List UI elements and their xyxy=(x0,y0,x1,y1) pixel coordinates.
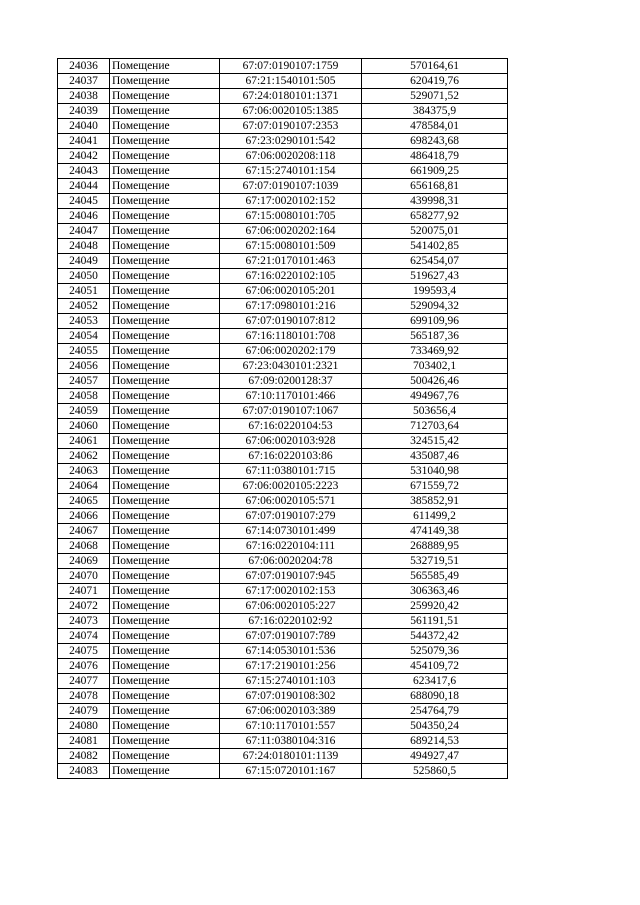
object-type-cell: Помещение xyxy=(110,419,220,434)
object-type-cell: Помещение xyxy=(110,509,220,524)
cadastral-number-cell: 67:16:0220102:92 xyxy=(220,614,362,629)
object-type-cell: Помещение xyxy=(110,119,220,134)
table-row xyxy=(58,614,508,629)
object-type-cell: Помещение xyxy=(110,359,220,374)
cadastral-value-cell: 661909,25 xyxy=(362,164,508,179)
row-number-cell: 24051 xyxy=(58,284,110,299)
cadastral-value-cell: 565585,49 xyxy=(362,569,508,584)
object-type-cell: Помещение xyxy=(110,179,220,194)
row-number-cell: 24082 xyxy=(58,749,110,764)
table-row xyxy=(58,434,508,449)
cadastral-number-cell: 67:11:0380101:715 xyxy=(220,464,362,479)
cadastral-value-cell: 454109,72 xyxy=(362,659,508,674)
table-row xyxy=(58,494,508,509)
cadastral-number-cell: 67:06:0020202:164 xyxy=(220,224,362,239)
table-row xyxy=(58,239,508,254)
cadastral-value-cell: 494927,47 xyxy=(362,749,508,764)
cadastral-number-cell: 67:23:0290101:542 xyxy=(220,134,362,149)
cadastral-value-cell: 529094,32 xyxy=(362,299,508,314)
row-number-cell: 24056 xyxy=(58,359,110,374)
object-type-cell: Помещение xyxy=(110,524,220,539)
table-row xyxy=(58,704,508,719)
cadastral-value-cell: 525860,5 xyxy=(362,764,508,779)
table-row xyxy=(58,104,508,119)
cadastral-number-cell: 67:07:0190107:812 xyxy=(220,314,362,329)
object-type-cell: Помещение xyxy=(110,674,220,689)
row-number-cell: 24081 xyxy=(58,734,110,749)
row-number-cell: 24042 xyxy=(58,149,110,164)
table-row xyxy=(58,299,508,314)
table-row xyxy=(58,284,508,299)
object-type-cell: Помещение xyxy=(110,764,220,779)
cadastral-value-cell: 519627,43 xyxy=(362,269,508,284)
object-type-cell: Помещение xyxy=(110,404,220,419)
cadastral-number-cell: 67:24:0180101:1139 xyxy=(220,749,362,764)
table-row xyxy=(58,89,508,104)
cadastral-value-cell: 656168,81 xyxy=(362,179,508,194)
cadastral-number-cell: 67:06:0020202:179 xyxy=(220,344,362,359)
object-type-cell: Помещение xyxy=(110,239,220,254)
table-row xyxy=(58,449,508,464)
row-number-cell: 24040 xyxy=(58,119,110,134)
table-row xyxy=(58,584,508,599)
cadastral-value-cell: 520075,01 xyxy=(362,224,508,239)
cadastral-number-cell: 67:16:0220104:111 xyxy=(220,539,362,554)
table-row xyxy=(58,134,508,149)
object-type-cell: Помещение xyxy=(110,614,220,629)
cadastral-number-cell: 67:21:0170101:463 xyxy=(220,254,362,269)
cadastral-value-cell: 486418,79 xyxy=(362,149,508,164)
object-type-cell: Помещение xyxy=(110,569,220,584)
object-type-cell: Помещение xyxy=(110,209,220,224)
cadastral-number-cell: 67:15:2740101:103 xyxy=(220,674,362,689)
row-number-cell: 24046 xyxy=(58,209,110,224)
row-number-cell: 24048 xyxy=(58,239,110,254)
cadastral-number-cell: 67:06:0020208:118 xyxy=(220,149,362,164)
cadastral-value-table xyxy=(57,58,508,779)
cadastral-number-cell: 67:15:2740101:154 xyxy=(220,164,362,179)
table-row xyxy=(58,119,508,134)
table-row xyxy=(58,419,508,434)
cadastral-number-cell: 67:06:0020105:571 xyxy=(220,494,362,509)
table-row xyxy=(58,194,508,209)
cadastral-value-cell: 689214,53 xyxy=(362,734,508,749)
cadastral-number-cell: 67:17:2190101:256 xyxy=(220,659,362,674)
table-row xyxy=(58,149,508,164)
cadastral-number-cell: 67:06:0020105:2223 xyxy=(220,479,362,494)
row-number-cell: 24037 xyxy=(58,74,110,89)
object-type-cell: Помещение xyxy=(110,629,220,644)
cadastral-value-cell: 570164,61 xyxy=(362,59,508,74)
table-row xyxy=(58,179,508,194)
cadastral-number-cell: 67:14:0730101:499 xyxy=(220,524,362,539)
row-number-cell: 24078 xyxy=(58,689,110,704)
cadastral-number-cell: 67:16:1180101:708 xyxy=(220,329,362,344)
row-number-cell: 24068 xyxy=(58,539,110,554)
cadastral-value-cell: 384375,9 xyxy=(362,104,508,119)
row-number-cell: 24060 xyxy=(58,419,110,434)
object-type-cell: Помещение xyxy=(110,269,220,284)
cadastral-number-cell: 67:06:0020105:201 xyxy=(220,284,362,299)
cadastral-number-cell: 67:07:0190108:302 xyxy=(220,689,362,704)
cadastral-number-cell: 67:07:0190107:2353 xyxy=(220,119,362,134)
cadastral-value-cell: 525079,36 xyxy=(362,644,508,659)
row-number-cell: 24041 xyxy=(58,134,110,149)
object-type-cell: Помещение xyxy=(110,689,220,704)
cadastral-number-cell: 67:06:0020204:78 xyxy=(220,554,362,569)
object-type-cell: Помещение xyxy=(110,164,220,179)
cadastral-value-cell: 439998,31 xyxy=(362,194,508,209)
object-type-cell: Помещение xyxy=(110,719,220,734)
object-type-cell: Помещение xyxy=(110,329,220,344)
table-row xyxy=(58,59,508,74)
cadastral-value-cell: 500426,46 xyxy=(362,374,508,389)
cadastral-number-cell: 67:17:0020102:152 xyxy=(220,194,362,209)
row-number-cell: 24045 xyxy=(58,194,110,209)
cadastral-number-cell: 67:06:0020103:389 xyxy=(220,704,362,719)
row-number-cell: 24057 xyxy=(58,374,110,389)
cadastral-number-cell: 67:07:0190107:1759 xyxy=(220,59,362,74)
cadastral-number-cell: 67:10:1170101:466 xyxy=(220,389,362,404)
table-row xyxy=(58,329,508,344)
row-number-cell: 24080 xyxy=(58,719,110,734)
table-row xyxy=(58,749,508,764)
cadastral-number-cell: 67:06:0020105:227 xyxy=(220,599,362,614)
row-number-cell: 24059 xyxy=(58,404,110,419)
cadastral-value-cell: 254764,79 xyxy=(362,704,508,719)
row-number-cell: 24054 xyxy=(58,329,110,344)
row-number-cell: 24044 xyxy=(58,179,110,194)
cadastral-value-cell: 531040,98 xyxy=(362,464,508,479)
cadastral-number-cell: 67:15:0080101:705 xyxy=(220,209,362,224)
cadastral-value-cell: 199593,4 xyxy=(362,284,508,299)
table-row xyxy=(58,74,508,89)
row-number-cell: 24052 xyxy=(58,299,110,314)
table-body xyxy=(58,59,508,779)
cadastral-value-cell: 306363,46 xyxy=(362,584,508,599)
row-number-cell: 24055 xyxy=(58,344,110,359)
cadastral-value-cell: 625454,07 xyxy=(362,254,508,269)
cadastral-number-cell: 67:16:0220104:53 xyxy=(220,419,362,434)
cadastral-value-cell: 671559,72 xyxy=(362,479,508,494)
object-type-cell: Помещение xyxy=(110,434,220,449)
cadastral-value-cell: 478584,01 xyxy=(362,119,508,134)
cadastral-number-cell: 67:06:0020105:1385 xyxy=(220,104,362,119)
table-row xyxy=(58,404,508,419)
cadastral-value-cell: 259920,42 xyxy=(362,599,508,614)
object-type-cell: Помещение xyxy=(110,479,220,494)
cadastral-number-cell: 67:07:0190107:1067 xyxy=(220,404,362,419)
table-row xyxy=(58,689,508,704)
row-number-cell: 24067 xyxy=(58,524,110,539)
row-number-cell: 24061 xyxy=(58,434,110,449)
cadastral-number-cell: 67:21:1540101:505 xyxy=(220,74,362,89)
object-type-cell: Помещение xyxy=(110,59,220,74)
object-type-cell: Помещение xyxy=(110,554,220,569)
table-row xyxy=(58,554,508,569)
cadastral-number-cell: 67:15:0080101:509 xyxy=(220,239,362,254)
table-row xyxy=(58,764,508,779)
row-number-cell: 24053 xyxy=(58,314,110,329)
cadastral-value-cell: 623417,6 xyxy=(362,674,508,689)
table-row xyxy=(58,644,508,659)
row-number-cell: 24038 xyxy=(58,89,110,104)
cadastral-value-cell: 541402,85 xyxy=(362,239,508,254)
object-type-cell: Помещение xyxy=(110,494,220,509)
cadastral-value-cell: 688090,18 xyxy=(362,689,508,704)
cadastral-value-cell: 532719,51 xyxy=(362,554,508,569)
row-number-cell: 24047 xyxy=(58,224,110,239)
table-row xyxy=(58,164,508,179)
object-type-cell: Помещение xyxy=(110,74,220,89)
row-number-cell: 24069 xyxy=(58,554,110,569)
cadastral-value-cell: 503656,4 xyxy=(362,404,508,419)
cadastral-number-cell: 67:07:0190107:945 xyxy=(220,569,362,584)
table-row xyxy=(58,389,508,404)
cadastral-value-cell: 703402,1 xyxy=(362,359,508,374)
table-row xyxy=(58,599,508,614)
cadastral-value-cell: 504350,24 xyxy=(362,719,508,734)
row-number-cell: 24079 xyxy=(58,704,110,719)
table-row xyxy=(58,464,508,479)
table-row xyxy=(58,629,508,644)
object-type-cell: Помещение xyxy=(110,314,220,329)
row-number-cell: 24074 xyxy=(58,629,110,644)
row-number-cell: 24049 xyxy=(58,254,110,269)
object-type-cell: Помещение xyxy=(110,254,220,269)
row-number-cell: 24065 xyxy=(58,494,110,509)
row-number-cell: 24071 xyxy=(58,584,110,599)
object-type-cell: Помещение xyxy=(110,224,220,239)
table-row xyxy=(58,674,508,689)
object-type-cell: Помещение xyxy=(110,299,220,314)
row-number-cell: 24076 xyxy=(58,659,110,674)
object-type-cell: Помещение xyxy=(110,284,220,299)
cadastral-value-cell: 474149,38 xyxy=(362,524,508,539)
object-type-cell: Помещение xyxy=(110,449,220,464)
cadastral-value-cell: 529071,52 xyxy=(362,89,508,104)
cadastral-number-cell: 67:07:0190107:789 xyxy=(220,629,362,644)
row-number-cell: 24066 xyxy=(58,509,110,524)
row-number-cell: 24036 xyxy=(58,59,110,74)
row-number-cell: 24039 xyxy=(58,104,110,119)
cadastral-value-cell: 699109,96 xyxy=(362,314,508,329)
object-type-cell: Помещение xyxy=(110,539,220,554)
table-row xyxy=(58,719,508,734)
row-number-cell: 24072 xyxy=(58,599,110,614)
table-row xyxy=(58,539,508,554)
cadastral-number-cell: 67:07:0190107:279 xyxy=(220,509,362,524)
object-type-cell: Помещение xyxy=(110,584,220,599)
cadastral-number-cell: 67:10:1170101:557 xyxy=(220,719,362,734)
object-type-cell: Помещение xyxy=(110,344,220,359)
table-row xyxy=(58,314,508,329)
cadastral-number-cell: 67:09:0200128:37 xyxy=(220,374,362,389)
object-type-cell: Помещение xyxy=(110,749,220,764)
cadastral-number-cell: 67:15:0720101:167 xyxy=(220,764,362,779)
cadastral-value-cell: 733469,92 xyxy=(362,344,508,359)
cadastral-number-cell: 67:14:0530101:536 xyxy=(220,644,362,659)
table-row xyxy=(58,224,508,239)
cadastral-number-cell: 67:17:0980101:216 xyxy=(220,299,362,314)
row-number-cell: 24058 xyxy=(58,389,110,404)
row-number-cell: 24062 xyxy=(58,449,110,464)
object-type-cell: Помещение xyxy=(110,659,220,674)
table-row xyxy=(58,344,508,359)
cadastral-value-cell: 620419,76 xyxy=(362,74,508,89)
object-type-cell: Помещение xyxy=(110,734,220,749)
table-row xyxy=(58,374,508,389)
cadastral-number-cell: 67:23:0430101:2321 xyxy=(220,359,362,374)
cadastral-value-cell: 435087,46 xyxy=(362,449,508,464)
object-type-cell: Помещение xyxy=(110,149,220,164)
table-row xyxy=(58,509,508,524)
cadastral-number-cell: 67:17:0020102:153 xyxy=(220,584,362,599)
cadastral-value-cell: 698243,68 xyxy=(362,134,508,149)
row-number-cell: 24070 xyxy=(58,569,110,584)
cadastral-value-cell: 544372,42 xyxy=(362,629,508,644)
row-number-cell: 24077 xyxy=(58,674,110,689)
table-row xyxy=(58,569,508,584)
row-number-cell: 24073 xyxy=(58,614,110,629)
cadastral-number-cell: 67:06:0020103:928 xyxy=(220,434,362,449)
cadastral-value-cell: 324515,42 xyxy=(362,434,508,449)
row-number-cell: 24083 xyxy=(58,764,110,779)
object-type-cell: Помещение xyxy=(110,374,220,389)
table-row xyxy=(58,359,508,374)
object-type-cell: Помещение xyxy=(110,194,220,209)
row-number-cell: 24075 xyxy=(58,644,110,659)
object-type-cell: Помещение xyxy=(110,644,220,659)
object-type-cell: Помещение xyxy=(110,599,220,614)
object-type-cell: Помещение xyxy=(110,389,220,404)
object-type-cell: Помещение xyxy=(110,464,220,479)
cadastral-value-cell: 385852,91 xyxy=(362,494,508,509)
row-number-cell: 24064 xyxy=(58,479,110,494)
table-row xyxy=(58,659,508,674)
cadastral-number-cell: 67:16:0220103:86 xyxy=(220,449,362,464)
cadastral-number-cell: 67:16:0220102:105 xyxy=(220,269,362,284)
cadastral-value-cell: 561191,51 xyxy=(362,614,508,629)
object-type-cell: Помещение xyxy=(110,704,220,719)
cadastral-value-cell: 611499,2 xyxy=(362,509,508,524)
row-number-cell: 24063 xyxy=(58,464,110,479)
table-row xyxy=(58,269,508,284)
object-type-cell: Помещение xyxy=(110,89,220,104)
object-type-cell: Помещение xyxy=(110,104,220,119)
table-row xyxy=(58,734,508,749)
table-row xyxy=(58,479,508,494)
cadastral-number-cell: 67:24:0180101:1371 xyxy=(220,89,362,104)
cadastral-number-cell: 67:07:0190107:1039 xyxy=(220,179,362,194)
cadastral-value-cell: 494967,76 xyxy=(362,389,508,404)
cadastral-value-cell: 565187,36 xyxy=(362,329,508,344)
table-row xyxy=(58,209,508,224)
cadastral-value-cell: 268889,95 xyxy=(362,539,508,554)
cadastral-value-cell: 712703,64 xyxy=(362,419,508,434)
object-type-cell: Помещение xyxy=(110,134,220,149)
row-number-cell: 24050 xyxy=(58,269,110,284)
cadastral-value-cell: 658277,92 xyxy=(362,209,508,224)
cadastral-number-cell: 67:11:0380104:316 xyxy=(220,734,362,749)
table-row xyxy=(58,254,508,269)
table-row xyxy=(58,524,508,539)
row-number-cell: 24043 xyxy=(58,164,110,179)
